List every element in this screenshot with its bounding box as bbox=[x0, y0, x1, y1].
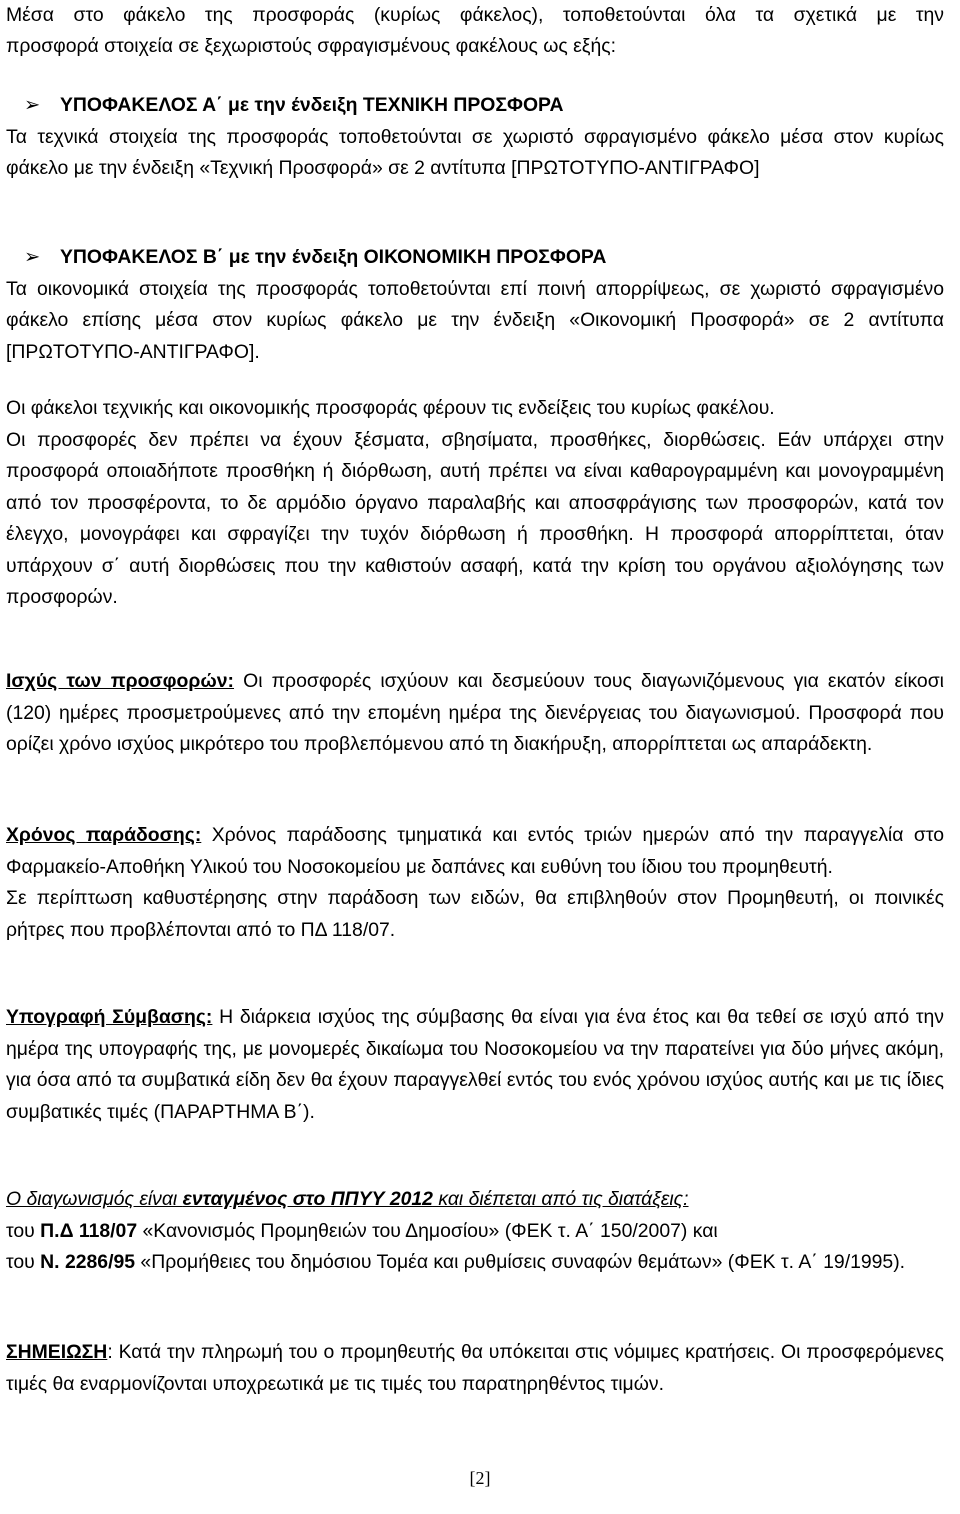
delivery-label: Χρόνος παράδοσης: bbox=[6, 824, 202, 846]
note-body: : Κατά την πληρωμή του ο προμηθευτής θα υπόκειται στις νόμιμες κρατήσεις. Οι προσφερόμενες τιμές θα εναρμονίζονται υποχρεωτικά με τις τιμές του παρατηρηθέντος τιμών. bbox=[6, 1341, 944, 1395]
subenvelope-b-title-text: ΥΠΟΦΑΚΕΛΟΣ Β΄ με την ένδειξη ΟΙΚΟΝΟΜΙΚΗ ΠΡΟΣΦΟΡΑ bbox=[60, 246, 607, 268]
delivery-paragraph bbox=[6, 820, 944, 883]
law-2-text: «Προμήθειες του δημόσιου Τομέα και ρυθμίσεις συναφών θεμάτων» (ΦΕΚ τ. Α΄ 19/1995). bbox=[135, 1251, 906, 1273]
subenvelope-b-title bbox=[6, 242, 944, 274]
envelopes-section bbox=[6, 393, 944, 614]
delivery-section bbox=[6, 820, 944, 946]
envelopes-line-1: Οι φάκελοι τεχνικής και οικονομικής προσφοράς φέρουν τις ενδείξεις του κυρίως φακέλου. bbox=[6, 397, 775, 419]
tender-heading-part3: και διέπεται από τις διατάξεις: bbox=[432, 1188, 689, 1210]
tender-heading-part2: ενταγμένος στο ΠΠΥΥ 2012 bbox=[182, 1188, 433, 1210]
signature-paragraph bbox=[6, 1002, 944, 1128]
tender-heading bbox=[6, 1184, 944, 1216]
subenvelope-b bbox=[6, 242, 944, 368]
law-1-ref: Π.Δ 118/07 bbox=[40, 1219, 138, 1242]
envelopes-body: Οι προσφορές δεν πρέπει να έχουν ξέσματα, σβησίματα, προσθήκες, διορθώσεις. Εάν υπάρχει στην προσφορά οποιαδήποτε προσθήκη ή διόρθωση, αυτή πρέπει να είναι καθαρογραμμένη και μονογραμμένη από τον προσφέροντα, το δε αρμόδιο όργανο παραλαβής και αποσφράγισης των προσφορών, κατά τον έλεγχο, μονογράφει και σφραγίζει την τυχόν διόρθωση ή προσθήκη. Η προσφορά απορρίπτεται, όταν υπάρχουν σ΄ αυτή διορθώσεις που την καθιστούν ασαφή, κατά την κρίση του οργάνου αξιολόγησης των προσφορών. bbox=[6, 428, 944, 608]
note-label: ΣΗΜΕΙΩΣΗ bbox=[6, 1341, 108, 1363]
subenvelope-a bbox=[6, 90, 944, 185]
validity-body: Οι προσφορές ισχύουν και δεσμεύουν τους διαγωνιζόμενους για εκατόν είκοσι (120) ημέρες προσμετρούμενες από την επομένη ημέρα της διενέργειας του διαγωνισμού. Προσφορά που ορίζει χρόνο ισχύος μικρότερο του προβλεπόμενου από τη διακήρυξη, απορρίπτεται ως απαράδεκτη. bbox=[6, 670, 944, 755]
signature-section bbox=[6, 1002, 944, 1128]
subenvelope-a-body: Τα τεχνικά στοιχεία της προσφοράς τοποθετούνται σε χωριστό σφραγισμένο φάκελο μέσα στον κυρίως φάκελο με την ένδειξη «Τεχνική Προσφορά» σε 2 αντίτυπα [ΠΡΩΤΟΤΥΠΟ-ΑΝΤΙΓΡΑΦΟ] bbox=[6, 125, 944, 179]
validity-section bbox=[6, 666, 944, 761]
validity-label: Ισχύς των προσφορών: bbox=[6, 670, 235, 692]
signature-body: Η διάρκεια ισχύος της σύμβασης θα είναι για ένα έτος και θα τεθεί σε ισχύ από την ημέρα της υπογραφής της, με μονομερές δικαίωμα του Νοσοκομείου να την παρατείνει για δύο μήνες ακόμη, για όσα από τα συμβατικά είδη δεν θα έχουν παραγγελθεί εντός του ενός χρόνου ισχύος αυτής και με τις ίδιες συμβατικές τιμές (ΠΑΡΑΡΤΗΜΑ Β΄). bbox=[6, 1006, 944, 1123]
subenvelope-a-title bbox=[6, 90, 944, 122]
validity-paragraph bbox=[6, 666, 944, 761]
tender-section bbox=[6, 1184, 944, 1279]
note-section bbox=[6, 1337, 944, 1400]
note-paragraph bbox=[6, 1337, 944, 1400]
law-2-ref: Ν. 2286/95 bbox=[40, 1251, 136, 1273]
arrow-bullet-icon: ➢ bbox=[24, 94, 41, 116]
law-1-text: «Κανονισμός Προμηθειών του Δημοσίου» (ΦΕΚ τ. Α΄ 150/2007) και bbox=[137, 1219, 718, 1242]
law-2-prefix: του bbox=[6, 1251, 41, 1273]
tender-heading-part1: Ο διαγωνισμός είναι bbox=[6, 1188, 183, 1210]
law-1-prefix: του bbox=[6, 1219, 41, 1242]
signature-label: Υπογραφή Σύμβασης: bbox=[6, 1006, 213, 1028]
subenvelope-b-body: Τα οικονομικά στοιχεία της προσφοράς τοποθετούνται επί ποινή απορρίψεως, σε χωριστό σφραγισμένο φάκελο επίσης μέσα στον κυρίως φάκελο με την ένδειξη «Οικονομική Προσφορά» σε 2 αντίτυπα [ΠΡΩΤΟΤΥΠΟ-ΑΝΤΙΓΡΑΦΟ]. bbox=[6, 277, 944, 363]
delivery-body: Χρόνος παράδοσης τμηματικά και εντός τριών ημερών από την παραγγελία στο Φαρμακείο-Αποθήκη Υλικού του Νοσοκομείου με δαπάνες και ευθύνη του ίδιου του προμηθευτή. bbox=[6, 824, 944, 878]
arrow-bullet-icon: ➢ bbox=[24, 246, 41, 268]
page-number: [2] bbox=[469, 1468, 491, 1488]
subenvelope-a-title-text: ΥΠΟΦΑΚΕΛΟΣ Α΄ με την ένδειξη ΤΕΧΝΙΚΗ ΠΡΟΣΦΟΡΑ bbox=[60, 94, 564, 116]
delivery-delay: Σε περίπτωση καθυστέρησης στην παράδοση των ειδών, θα επιβληθούν στον Προμηθευτή, οι ποινικές ρήτρες που προβλέπονται από το ΠΔ 118/07. bbox=[6, 887, 944, 941]
tender-law-2 bbox=[6, 1247, 944, 1279]
intro-line-2: προσφορά στοιχεία σε ξεχωριστούς σφραγισμένους φακέλους ως εξής: bbox=[6, 35, 616, 57]
intro-line-1: Μέσα στο φάκελο της προσφοράς (κυρίως φάκελος), τοποθετούνται όλα τα σχετικά με την bbox=[6, 4, 944, 26]
tender-law-1 bbox=[6, 1216, 944, 1248]
